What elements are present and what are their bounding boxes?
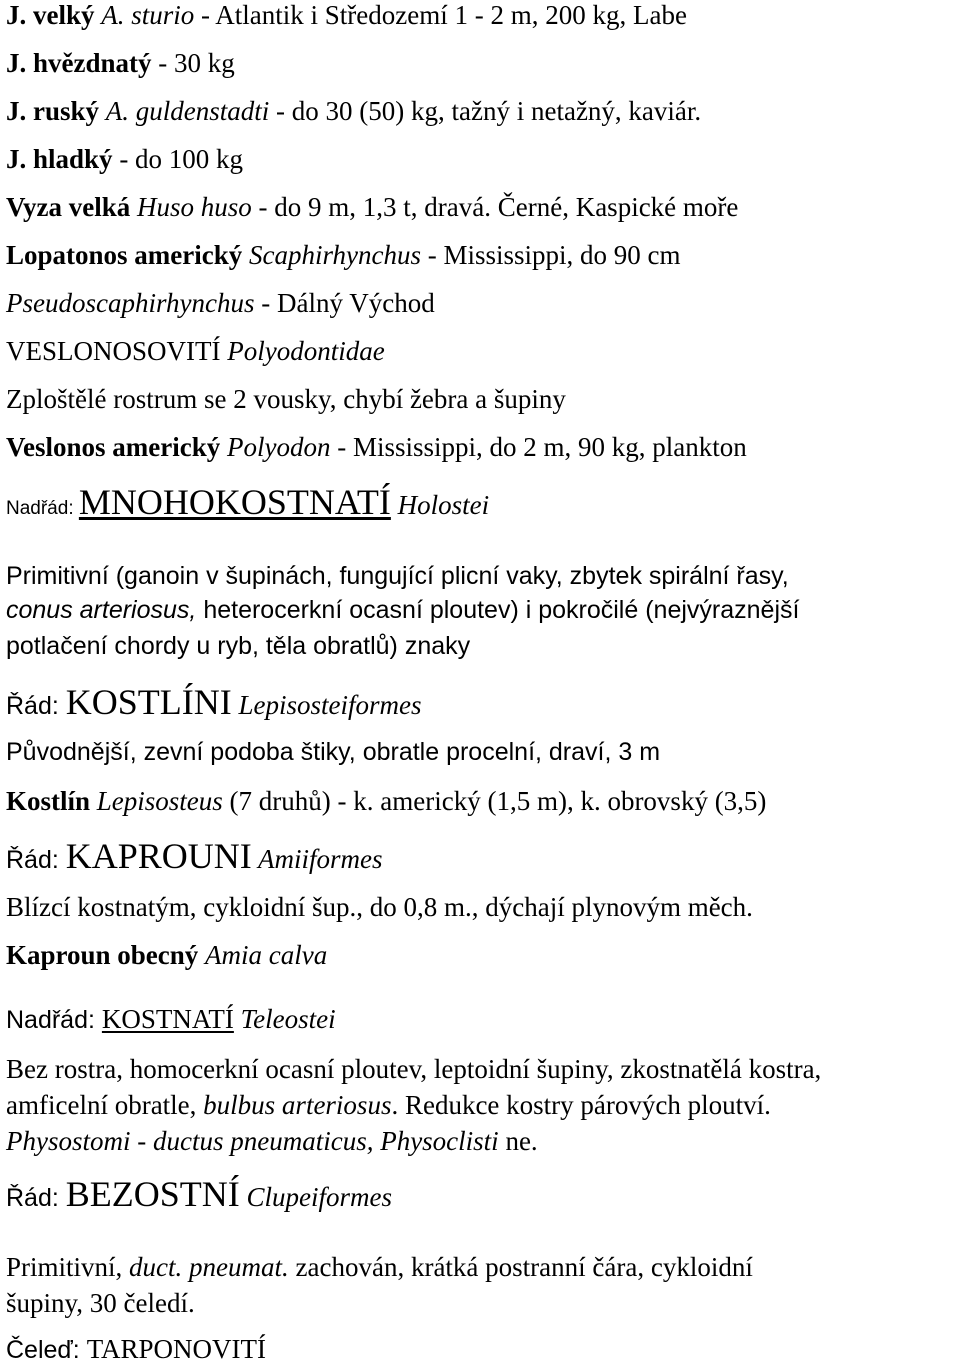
latin-name: Physostomi - ductus pneumaticus, Physoclisti (6, 1126, 499, 1156)
line-text: - Dálný Východ (254, 288, 435, 318)
text-line (6, 2, 687, 29)
text-line (6, 290, 435, 317)
line-text: Primitivní (ganoin v šupinách, fungující plicní vaky, zbytek spirální řasy, (6, 562, 789, 590)
family-name: TARPONOVITÍ (86, 1334, 267, 1364)
latin-name: duct. pneumat. (129, 1252, 289, 1282)
taxon-name: KOSTNATÍ (101, 1004, 234, 1034)
superorder-heading (6, 1006, 336, 1033)
line-text: - Mississippi, do 90 cm (420, 240, 681, 270)
text-line (6, 1254, 753, 1281)
bold-term: Lopatonos americký (6, 240, 249, 270)
superorder-heading (6, 484, 489, 520)
bold-term: J. hvězdnatý (6, 48, 152, 78)
latin-name: Clupeiformes (239, 1182, 393, 1212)
latin-name: Holostei (390, 490, 490, 520)
text-line (6, 50, 235, 77)
line-text: Původnější, zevní podoba štiky, obratle procelní, draví, 3 m (6, 738, 661, 766)
text-line (6, 740, 660, 765)
text-line (6, 894, 753, 921)
line-text: Primitivní, (6, 1252, 130, 1282)
text-line (6, 598, 799, 623)
order-heading (6, 684, 422, 720)
rank-label: Řád: (6, 846, 66, 874)
text-line (6, 788, 766, 815)
latin-name: Polyodon (227, 432, 331, 462)
text-line (6, 98, 701, 125)
text-line (6, 194, 738, 221)
line-text: Zploštělé rostrum se 2 vousky, chybí žebra a šupiny (6, 384, 566, 414)
line-text: ne. (498, 1126, 538, 1156)
text-line (6, 1092, 771, 1119)
text-line (6, 1290, 195, 1317)
taxon-name: KAPROUNI (65, 836, 252, 876)
family-name: VESLONOSOVITÍ (6, 336, 228, 366)
text-line (6, 634, 470, 659)
rank-label: Nadřád: (6, 1006, 102, 1034)
text-line (6, 146, 243, 173)
bold-term: Kaproun obecný (6, 940, 206, 970)
taxon-name: MNOHOKOSTNATÍ (78, 482, 391, 522)
latin-name: bulbus arteriosus (203, 1090, 392, 1120)
latin-name: Lepisosteiformes (231, 690, 422, 720)
rank-label: Nadřád: (6, 498, 79, 519)
latin-name: A. sturio (101, 0, 195, 30)
taxon-name: KOSTLÍNI (65, 682, 232, 722)
line-text: - do 9 m, 1,3 t, dravá. Černé, Kaspické moře (251, 192, 739, 222)
rank-label: Řád: (6, 692, 66, 720)
latin-name: A. guldenstadti (105, 96, 270, 126)
bold-term: Vyza velká (6, 192, 138, 222)
rank-label: Čeleď: (6, 1336, 87, 1364)
line-text: (7 druhů) - k. americký (1,5 m), k. obrovský (3,5) (222, 786, 767, 816)
line-text: šupiny, 30 čeledí. (6, 1288, 195, 1318)
line-text: zachován, krátká postranní čára, cykloidní (288, 1252, 753, 1282)
latin-name: Polyodontidae (227, 336, 385, 366)
latin-name: conus arteriosus, (6, 596, 197, 624)
text-line (6, 1128, 538, 1155)
line-text: Blízcí kostnatým, cykloidní šup., do 0,8 m., dýchají plynovým měch. (6, 892, 753, 922)
text-line (6, 942, 327, 969)
latin-name: Huso huso (137, 192, 252, 222)
line-text: - Atlantik i Středozemí 1 - 2 m, 200 kg, Labe (194, 0, 687, 30)
family-heading (6, 338, 385, 365)
line-text: - do 100 kg (112, 144, 244, 174)
bold-term: J. velký (6, 0, 102, 30)
taxon-name: BEZOSTNÍ (65, 1174, 240, 1214)
family-heading (6, 1336, 266, 1363)
latin-name: Pseudoscaphirhynchus (6, 288, 255, 318)
text-line (6, 564, 789, 589)
line-text: Bez rostra, homocerkní ocasní ploutev, leptoidní šupiny, zkostnatělá kostra, (6, 1054, 822, 1084)
bold-term: Kostlín (6, 786, 97, 816)
bold-term: J. ruský (6, 96, 106, 126)
line-text: amficelní obratle, (6, 1090, 204, 1120)
line-text: - do 30 (50) kg, tažný i netažný, kaviár. (269, 96, 702, 126)
line-text: heterocerkní ocasní ploutev) i pokročilé (nejvýraznější (196, 596, 800, 624)
latin-name: Amia calva (205, 940, 328, 970)
order-heading (6, 838, 383, 874)
text-line (6, 386, 566, 413)
text-line (6, 434, 747, 461)
latin-name: Amiiformes (251, 844, 383, 874)
bold-term: Veslonos americký (6, 432, 227, 462)
rank-label: Řád: (6, 1184, 66, 1212)
order-heading (6, 1176, 392, 1212)
latin-name: Lepisosteus (96, 786, 223, 816)
line-text: - 30 kg (151, 48, 235, 78)
text-line (6, 1056, 821, 1083)
latin-name: Teleostei (233, 1004, 336, 1034)
line-text: . Redukce kostry párových ploutví. (391, 1090, 771, 1120)
line-text: potlačení chordy u ryb, těla obratlů) znaky (6, 632, 471, 660)
line-text: - Mississippi, do 2 m, 90 kg, plankton (330, 432, 747, 462)
latin-name: Scaphirhynchus (249, 240, 421, 270)
text-line (6, 242, 681, 269)
bold-term: J. hladký (6, 144, 113, 174)
